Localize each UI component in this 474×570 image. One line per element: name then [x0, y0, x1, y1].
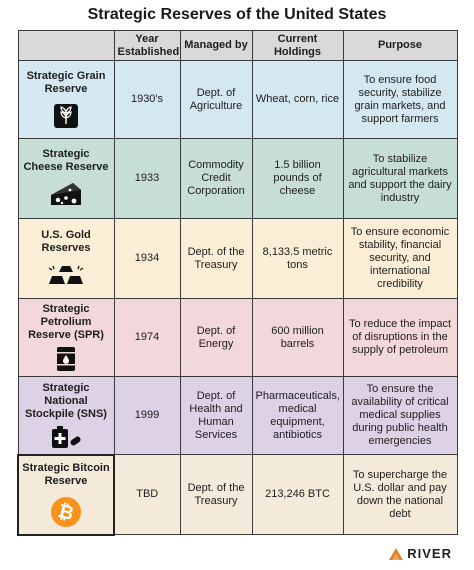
holdings-cell: 8,133.5 metric tons — [252, 219, 343, 299]
purpose-cell: To ensure food security, stabilize grain markets, and support farmers — [343, 61, 457, 139]
holdings-cell: Wheat, corn, rice — [252, 61, 343, 139]
reserves-table — [17, 30, 458, 536]
oil-barrel-icon — [22, 346, 111, 372]
grain-icon — [22, 103, 111, 129]
managed-by-cell: Dept. of Health and Human Services — [180, 377, 252, 455]
reserve-name: U.S. Gold Reserves — [41, 229, 91, 254]
holdings-cell: Pharmaceuticals, medical equipment, antibiotics — [252, 377, 343, 455]
header-holdings: Current Holdings — [252, 31, 343, 61]
year-cell: 1974 — [114, 299, 180, 377]
year-cell: 1934 — [114, 219, 180, 299]
table-header-row — [18, 31, 457, 61]
page-title: Strategic Reserves of the United States — [87, 6, 387, 23]
holdings-cell: 213,246 BTC — [252, 455, 343, 535]
holdings-cell: 600 million barrels — [252, 299, 343, 377]
reserve-name: Strategic Cheese Reserve — [23, 148, 109, 173]
managed-by-cell: Dept. of the Treasury — [180, 455, 252, 535]
reserve-name-cell — [18, 61, 114, 139]
managed-by-cell: Dept. of Energy — [180, 299, 252, 377]
reserve-name-cell — [18, 139, 114, 219]
gold-bars-icon — [22, 262, 111, 288]
managed-by-cell: Commodity Credit Corporation — [180, 139, 252, 219]
purpose-cell: To stabilize agricultural markets and support the dairy industry — [343, 139, 457, 219]
header-year: Year Established — [114, 31, 180, 61]
reserve-name-cell — [18, 377, 114, 455]
reserve-name: Strategic Grain Reserve — [26, 70, 106, 95]
header-managed-by: Managed by — [180, 31, 252, 61]
reserve-name-cell — [18, 455, 114, 535]
cheese-icon — [22, 181, 111, 209]
reserve-name: Strategic Bitcoin Reserve — [22, 461, 110, 487]
reserve-name-cell — [18, 219, 114, 299]
header-purpose: Purpose — [343, 31, 457, 61]
purpose-cell: To reduce the impact of disruptions in the supply of petroleum — [343, 299, 457, 377]
medical-kit-icon — [22, 425, 111, 449]
purpose-cell: To ensure economic stability, financial security, and international credibility — [343, 219, 457, 299]
header-reserve — [18, 31, 114, 61]
reserve-name-cell — [18, 299, 114, 377]
svg-text:₿: ₿ — [55, 499, 77, 525]
table-row — [18, 61, 457, 139]
reserve-name: Strategic Petrolium Reserve (SPR) — [28, 303, 104, 341]
river-logo-icon — [389, 548, 403, 560]
purpose-cell: To supercharge the U.S. dollar and pay down the national debt — [343, 455, 457, 535]
managed-by-cell: Dept. of the Treasury — [180, 219, 252, 299]
year-cell: TBD — [114, 455, 180, 535]
table-row — [18, 219, 457, 299]
year-cell: 1930's — [114, 61, 180, 139]
purpose-cell: To ensure the availability of critical medical supplies during public health emergencies — [343, 377, 457, 455]
table-row — [18, 455, 457, 535]
reserve-name: Strategic National Stockpile (SNS) — [25, 381, 107, 420]
table-row — [18, 377, 457, 455]
managed-by-cell: Dept. of Agriculture — [180, 61, 252, 139]
table-row — [18, 299, 457, 377]
river-logo — [389, 546, 452, 561]
holdings-cell: 1.5 billion pounds of cheese — [252, 139, 343, 219]
year-cell: 1999 — [114, 377, 180, 455]
bitcoin-icon — [22, 496, 110, 528]
table-row — [18, 139, 457, 219]
brand-name: RIVER — [407, 546, 452, 561]
year-cell: 1933 — [114, 139, 180, 219]
